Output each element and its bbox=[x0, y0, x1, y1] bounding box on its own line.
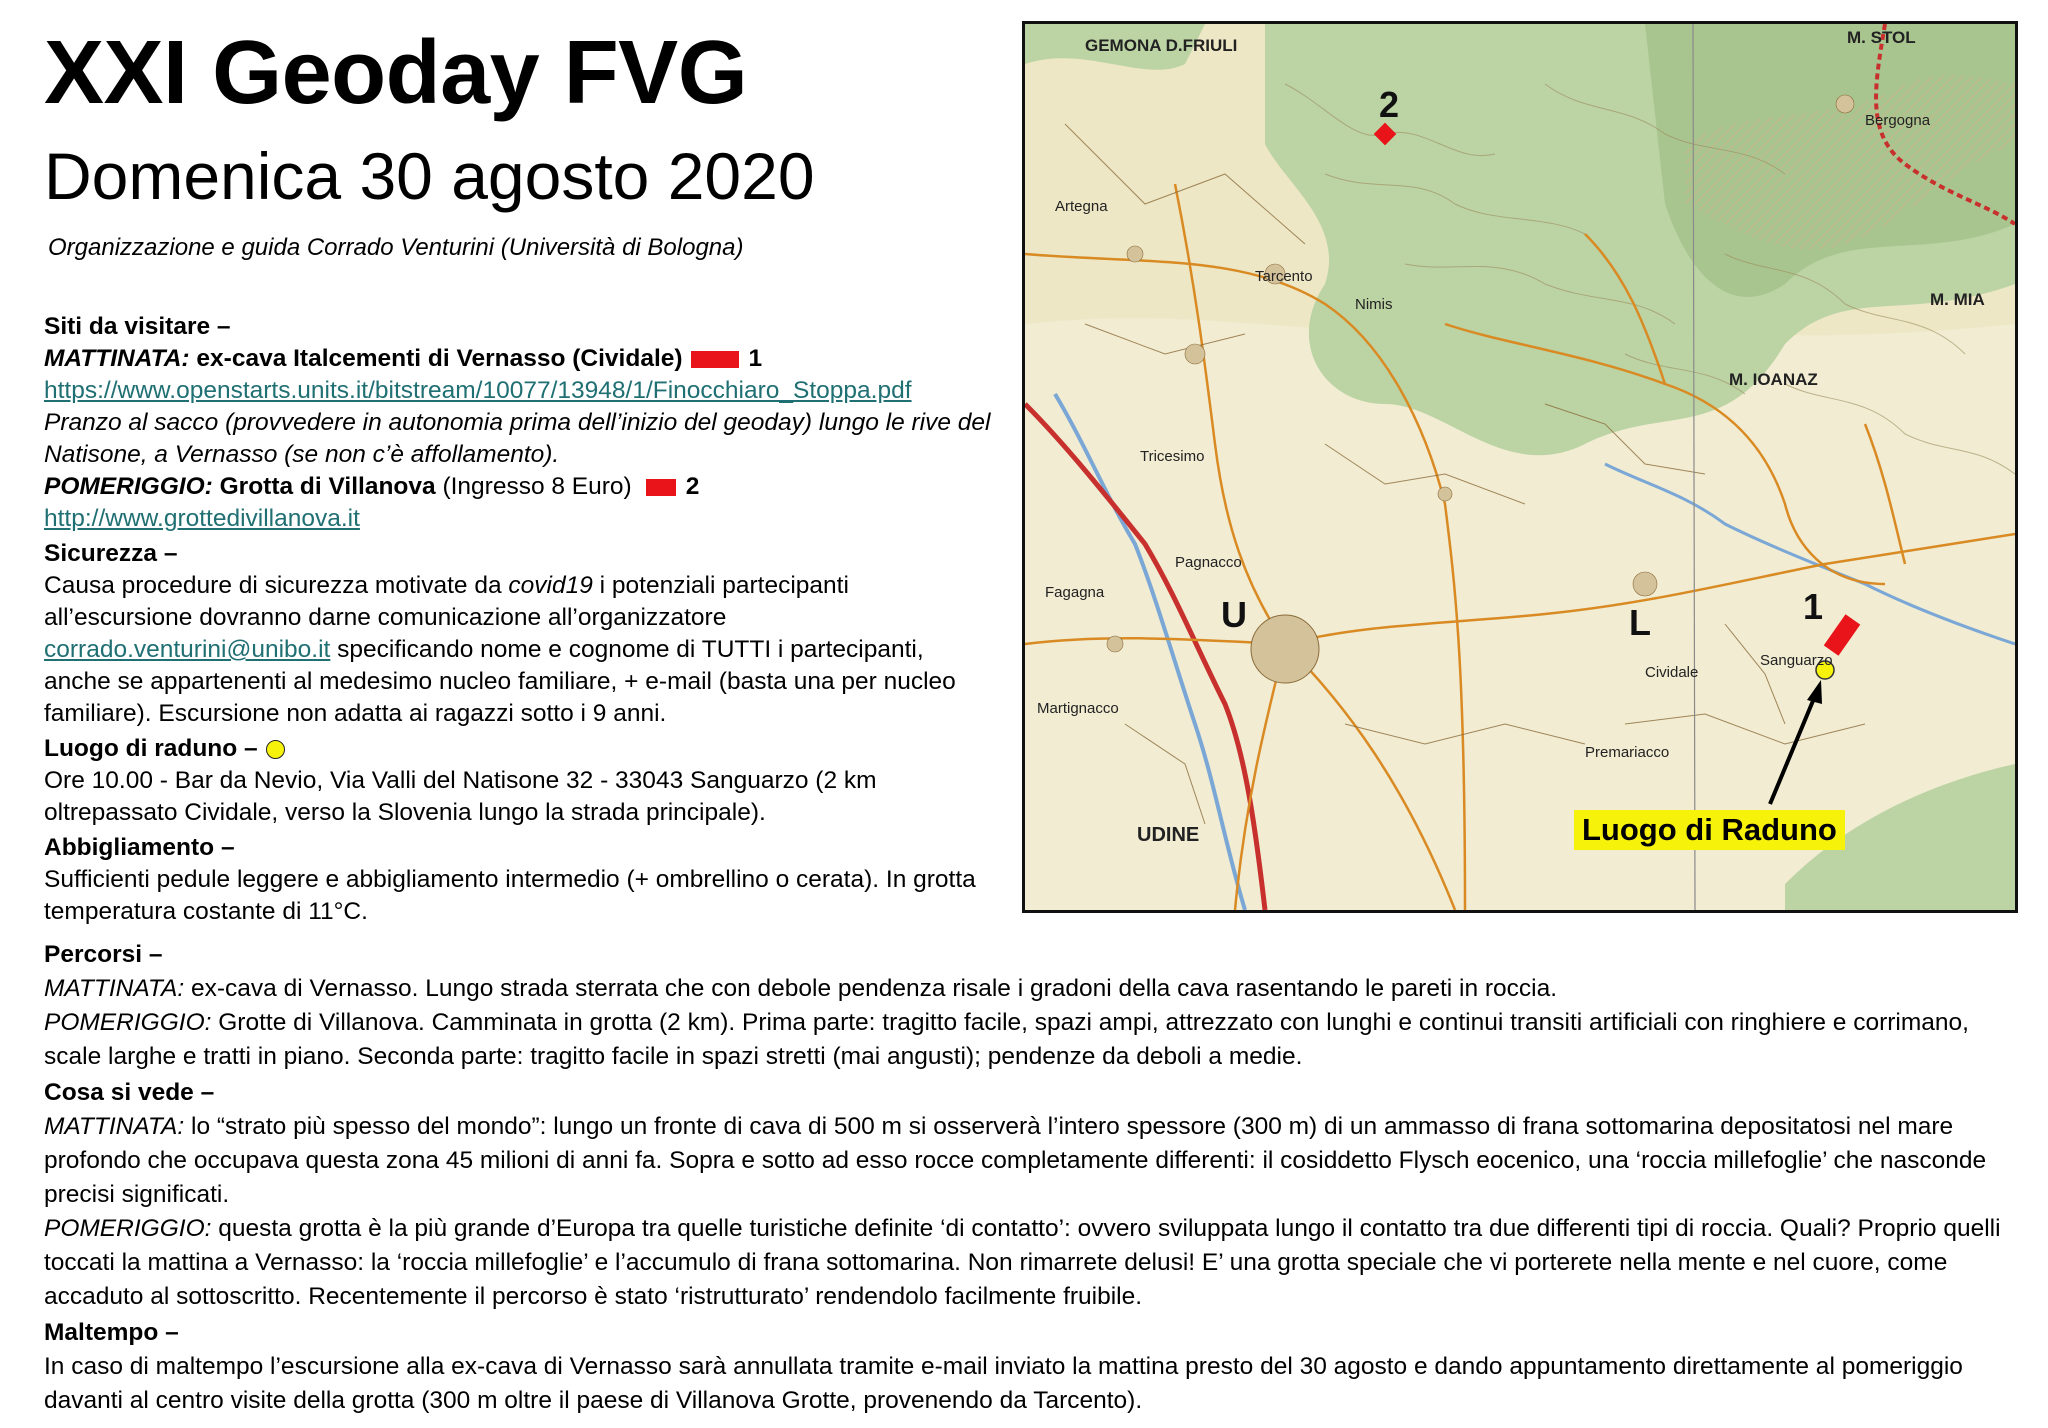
info-column bbox=[44, 308, 994, 928]
meeting-point-callout: Luogo di Raduno bbox=[1574, 810, 1845, 850]
sights-morning bbox=[44, 1110, 2019, 1212]
weather-heading: Maltempo – bbox=[44, 1319, 179, 1346]
map-region-letter-u: U bbox=[1221, 594, 1247, 635]
event-date: Domenica 30 agosto 2020 bbox=[44, 139, 815, 213]
area-map bbox=[1022, 21, 2018, 913]
map-label-gemona: GEMONA D.FRIULI bbox=[1085, 36, 1238, 55]
safety-covid: covid19 bbox=[508, 572, 593, 599]
map-label-stol: M. STOL bbox=[1847, 28, 1916, 47]
site-2-marker-icon bbox=[646, 479, 676, 496]
afternoon-site-link[interactable]: http://www.grottedivillanova.it bbox=[44, 505, 360, 532]
safety-text-part-1: Causa procedure di sicurezza motivate da bbox=[44, 572, 502, 599]
afternoon-site-line bbox=[44, 471, 994, 503]
routes-morning-label: MATTINATA: bbox=[44, 975, 185, 1002]
map-label-sanguarzo: Sanguarzo bbox=[1760, 652, 1833, 669]
routes-afternoon-text: Grotte di Villanova. Camminata in grotta (2 km). Prima parte: tragitto facile, spazi ampi, attrezzato con lunghi e continui transiti artificiali con ringhiere e corrimano, scale larghe e tratti in piano. Seconda parte: tragitto facile in spazi stretti (mai angusti); pendenze da deboli a medie. bbox=[44, 1009, 1969, 1070]
map-label-martignacco: Martignacco bbox=[1037, 700, 1119, 717]
sights-morning-text: lo “strato più spesso del mondo”: lungo un fronte di cava di 500 m si osserverà l’intero spessore (300 m) di un ammasso di frana sottomarina depositatosi nel mare profondo che occupava questa zona 45 milioni di anni fa. Sopra e sotto ad esso rocce completamente differenti: il cosiddetto Flysch eocenico, una ‘roccia millefoglie’ che nasconde precisi significati. bbox=[44, 1113, 1987, 1208]
sights-morning-label: MATTINATA: bbox=[44, 1113, 185, 1140]
map-label-tricesimo: Tricesimo bbox=[1140, 448, 1205, 465]
sights-afternoon-label: POMERIGGIO: bbox=[44, 1215, 212, 1242]
meeting-text: Ore 10.00 - Bar da Nevio, Via Valli del Natisone 32 - 33043 Sanguarzo (2 km oltrepassato Cividale, verso la Slovenia lungo la strada principale). bbox=[44, 767, 877, 826]
clothing-text: Sufficienti pedule leggere e abbigliamento intermedio (+ ombrellino o cerata). In grotta temperatura costante di 11°C. bbox=[44, 866, 976, 925]
lunch-note: Pranzo al sacco (provvedere in autonomia prima dell’inizio del geoday) lungo le rive del Natisone, a Vernasso (se non c’è affollamento). bbox=[44, 409, 991, 468]
map-label-ioanaz: M. IOANAZ bbox=[1729, 370, 1818, 389]
map-label-mia: M. MIA bbox=[1930, 290, 1985, 309]
clothing-heading: Abbigliamento – bbox=[44, 834, 235, 861]
safety-text bbox=[44, 570, 994, 730]
routes-heading: Percorsi – bbox=[44, 941, 163, 968]
map-region-letter-l: L bbox=[1629, 602, 1651, 643]
map-label-nimis: Nimis bbox=[1355, 296, 1393, 313]
morning-label: MATTINATA: bbox=[44, 345, 190, 372]
safety-text-part-2: i potenziali partecipanti all’escursione dovranno darne comunicazione all’organizzatore bbox=[44, 572, 849, 631]
map-label-cividale: Cividale bbox=[1645, 664, 1699, 681]
map-label-tarcento: Tarcento bbox=[1255, 268, 1313, 285]
meeting-dot-icon bbox=[266, 740, 285, 759]
routes-afternoon-label: POMERIGGIO: bbox=[44, 1009, 212, 1036]
meeting-heading-text: Luogo di raduno – bbox=[44, 735, 258, 762]
afternoon-site-name: Grotta di Villanova bbox=[219, 473, 436, 500]
routes-morning bbox=[44, 972, 2019, 1006]
morning-site-link[interactable]: https://www.openstarts.units.it/bitstream/10077/13948/1/Finocchiaro_Stoppa.pdf bbox=[44, 377, 912, 404]
afternoon-label: POMERIGGIO: bbox=[44, 473, 213, 500]
map-label-bergogna: Bergogna bbox=[1865, 112, 1931, 129]
meeting-heading bbox=[44, 733, 994, 765]
page-title: XXI Geoday FVG bbox=[44, 23, 748, 123]
map-site-2-label: 2 bbox=[1379, 84, 1400, 125]
map-site-1-label: 1 bbox=[1803, 586, 1824, 627]
site-1-number: 1 bbox=[748, 345, 763, 372]
sights-heading: Cosa si vede – bbox=[44, 1079, 215, 1106]
sights-afternoon bbox=[44, 1212, 2019, 1314]
site-1-marker-icon bbox=[691, 351, 739, 368]
details-section bbox=[44, 936, 2019, 1418]
organizer-note: Organizzazione e guida Corrado Venturini (Università di Bologna) bbox=[48, 234, 744, 261]
map-label-pagnacco: Pagnacco bbox=[1175, 554, 1242, 571]
morning-site-line bbox=[44, 343, 994, 375]
map-label-artegna: Artegna bbox=[1055, 198, 1108, 215]
routes-afternoon bbox=[44, 1006, 2019, 1074]
sights-afternoon-text: questa grotta è la più grande d’Europa tra quelle turistiche definite ‘di contatto’: ovvero sviluppata lungo il contatto tra due differenti tipi di roccia. Quali? Proprio quelli toccati la mattina a Vernasso: la ‘roccia millefoglie’ e l’accumulo di frana sottomarina. Non rimarrete delusi! E’ una grotta speciale che vi porterete nella mente e nel cuore, come accaduto al sottoscritto. Recentemente il percorso è stato ‘ristrutturato’ rendendolo facilmente fruibile. bbox=[44, 1215, 2001, 1310]
safety-heading: Sicurezza – bbox=[44, 540, 178, 567]
site-2-number: 2 bbox=[685, 473, 700, 500]
map-label-fagagna: Fagagna bbox=[1045, 584, 1105, 601]
map-graphic bbox=[1025, 24, 2015, 910]
weather-text: In caso di maltempo l’escursione alla ex-cava di Vernasso sarà annullata tramite e-mail inviato la mattina presto del 30 agosto e dando appuntamento direttamente al pomeriggio davanti al centro visite della grotta (300 m oltre il paese di Villanova Grotte, provenendo da Tarcento). bbox=[44, 1353, 1963, 1414]
map-label-premariacco: Premariacco bbox=[1585, 744, 1670, 761]
organizer-email-link[interactable]: corrado.venturini@unibo.it bbox=[44, 636, 331, 663]
sites-heading: Siti da visitare – bbox=[44, 313, 231, 340]
routes-morning-text: ex-cava di Vernasso. Lungo strada sterrata che con debole pendenza risale i gradoni della cava rasentando le pareti in roccia. bbox=[191, 975, 1558, 1002]
safety-text-part-3: specificando nome e cognome di TUTTI i partecipanti, anche se appartenenti al medesimo nucleo familiare, + e-mail (basta una per nucleo familiare). Escursione non adatta ai ragazzi sotto i 9 anni. bbox=[44, 636, 956, 727]
morning-site-name: ex-cava Italcementi di Vernasso (Cividale) bbox=[196, 345, 683, 372]
afternoon-ticket: (Ingresso 8 Euro) bbox=[442, 473, 632, 500]
map-label-udine: UDINE bbox=[1137, 824, 1200, 846]
